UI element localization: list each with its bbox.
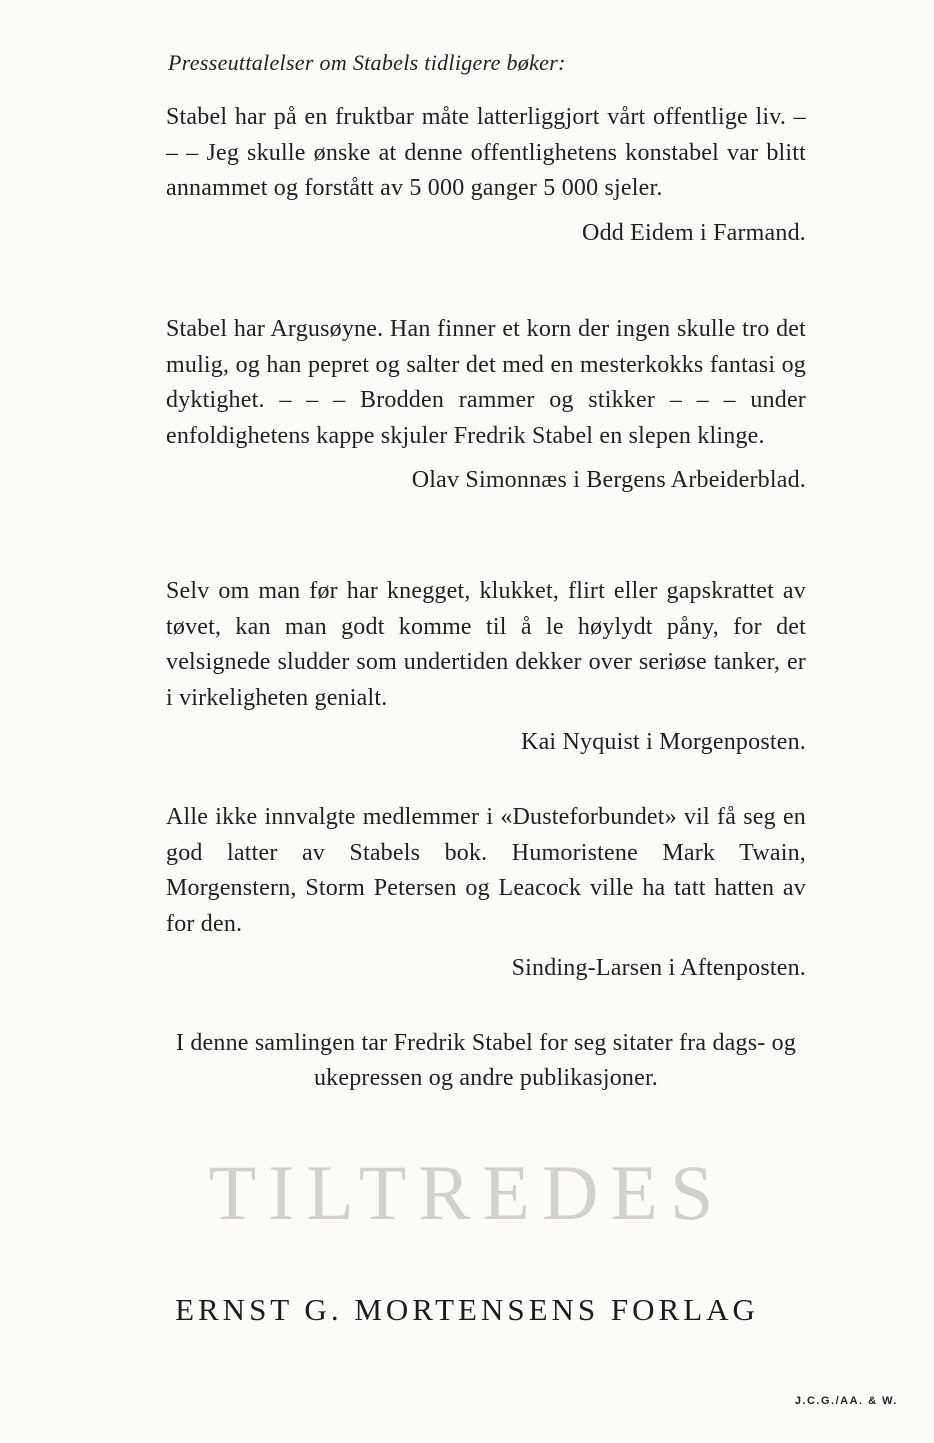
review-4-attribution: Sinding-Larsen i Aftenposten. [511, 955, 806, 981]
publisher-name: ERNST G. MORTENSENS FORLAG [175, 1292, 759, 1327]
book-title: TILTREDES [208, 1149, 726, 1236]
review-3 [166, 574, 806, 760]
review-1 [166, 100, 806, 251]
review-1-attribution: Odd Eidem i Farmand. [582, 219, 806, 246]
collection-description: I denne samlingen tar Fredrik Stabel for seg sitater fra dags- og ukepressen og andre publikasjoner. [175, 1030, 797, 1091]
review-2 [166, 312, 806, 498]
press-quotes-heading: Presseuttalelser om Stabels tidligere bøker: [168, 50, 566, 75]
review-3-attribution: Kai Nyquist i Morgenposten. [521, 729, 806, 755]
review-4-text: Alle ikke innvalgte medlemmer i «Dusteforbundet» vil få seg en god latter av Stabels bok. Humoristene Mark Twain, Morgenstern, Storm Petersen og Leacock ville ha tatt hatten av for den. [166, 804, 806, 937]
review-2-attribution: Olav Simonnæs i Bergens Arbeiderblad. [411, 467, 806, 493]
printer-mark: J.C.G./AA. & W. [794, 1395, 898, 1407]
review-1-text: Stabel har på en fruktbar måte latterliggjort vårt offentlige liv. – – – Jeg skulle ønske at denne offentlighetens konstabel var blitt annammet og forstått av 5 000 ganger 5 000 sjeler. [166, 104, 806, 201]
review-4 [166, 800, 806, 986]
review-2-text: Stabel har Argusøyne. Han finner et korn der ingen skulle tro det mulig, og han pepret og salter det med en mesterkokks fantasi og dyktighet. – – – Brodden rammer og stikker – – – under enfoldighetens kappe skjuler Fredrik Stabel en slepen klinge. [166, 316, 806, 449]
review-3-text: Selv om man før har knegget, klukket, flirt eller gapskrattet av tøvet, kan man godt komme til å le høylydt påny, for det velsignede sludder som undertiden dekker over seriøse tanker, er i virkeligheten genialt. [166, 578, 806, 711]
